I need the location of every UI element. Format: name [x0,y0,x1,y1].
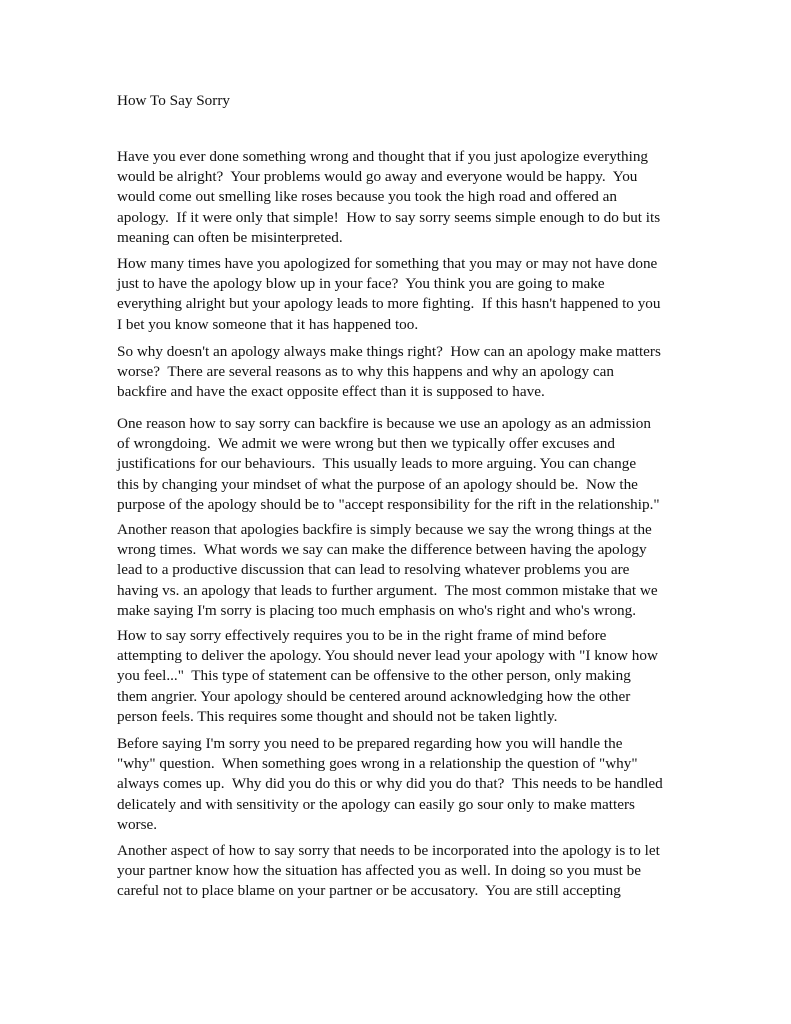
paragraph-line: this by changing your mindset of what the purpose of an apology should be. Now the [117,475,638,493]
document-title: How To Say Sorry [117,92,230,109]
paragraph-line: Another aspect of how to say sorry that needs to be incorporated into the apology is to let [117,842,660,859]
paragraph-line: careful not to place blame on your partner or be accusatory. You are still accepting [117,882,621,900]
paragraph-line: would come out smelling like roses because you took the high road and offered an [117,188,617,206]
paragraph-line: just to have the apology blow up in your face? You think you are going to make [117,275,605,293]
paragraph-line: would be alright? Your problems would go away and everyone would be happy. You [117,168,638,186]
paragraph-line: Before saying I'm sorry you need to be prepared regarding how you will handle the [117,735,623,752]
paragraph-line: One reason how to say sorry can backfire is because we use an apology as an admission [117,415,651,432]
paragraph-line: worse? There are several reasons as to why this happens and why an apology can [117,363,614,381]
paragraph-line: person feels. This requires some thought and should not be taken lightly. [117,707,558,725]
paragraph-line: worse. [117,815,158,833]
paragraph-line: Another reason that apologies backfire is simply because we say the wrong things at the [117,521,652,538]
paragraph-line: How to say sorry effectively requires you to be in the right frame of mind before [117,627,607,644]
paragraph-line: attempting to deliver the apology. You should never lead your apology with "I know how [117,647,658,665]
paragraph-line: having vs. an apology that leads to further argument. The most common mistake that we [117,581,658,599]
paragraph-4 [117,414,687,515]
paragraph-line: purpose of the apology should be to "accept responsibility for the rift in the relationship." [117,495,660,513]
paragraph-line: How many times have you apologized for something that you may or may not have done [117,255,658,272]
paragraph-line: I bet you know someone that it has happened too. [117,315,419,333]
paragraph-line: your partner know how the situation has affected you as well. In doing so you must be [117,862,642,880]
paragraph-line: make saying I'm sorry is placing too much emphasis on who's right and who's wrong. [117,601,637,619]
paragraph-line: wrong times. What words we say can make the difference between having the apology [117,541,647,559]
paragraph-line: Have you ever done something wrong and thought that if you just apologize everything [117,148,649,165]
paragraph-6 [117,626,687,727]
paragraph-1 [117,147,687,248]
paragraph-2 [117,254,687,335]
paragraph-line: of wrongdoing. We admit we were wrong but then we typically offer excuses and [117,435,615,453]
paragraph-line: always comes up. Why did you do this or why did you do that? This needs to be handled [117,775,663,793]
paragraph-7 [117,734,687,835]
paragraph-line: apology. If it were only that simple! How to say sorry seems simple enough to do but its [117,208,661,226]
paragraph-line: lead to a productive discussion that can lead to resolving whatever problems you are [117,561,630,579]
paragraph-line: "why" question. When something goes wrong in a relationship the question of "why" [117,755,638,773]
paragraph-line: them angrier. Your apology should be centered around acknowledging how the other [117,687,631,705]
paragraph-line: everything alright but your apology leads to more fighting. If this hasn't happened to you [117,295,661,313]
paragraph-line: delicately and with sensitivity or the apology can easily go sour only to make matters [117,795,635,813]
paragraph-line: So why doesn't an apology always make things right? How can an apology make matters [117,343,661,360]
paragraph-line: justifications for our behaviours. This usually leads to more arguing. You can change [117,455,637,473]
paragraph-8 [117,841,687,902]
paragraph-5 [117,520,687,621]
paragraph-line: you feel..." This type of statement can be offensive to the other person, only making [117,667,631,685]
paragraph-3 [117,342,687,403]
paragraph-line: backfire and have the exact opposite effect than it is supposed to have. [117,383,545,401]
paragraph-line: meaning can often be misinterpreted. [117,228,343,246]
